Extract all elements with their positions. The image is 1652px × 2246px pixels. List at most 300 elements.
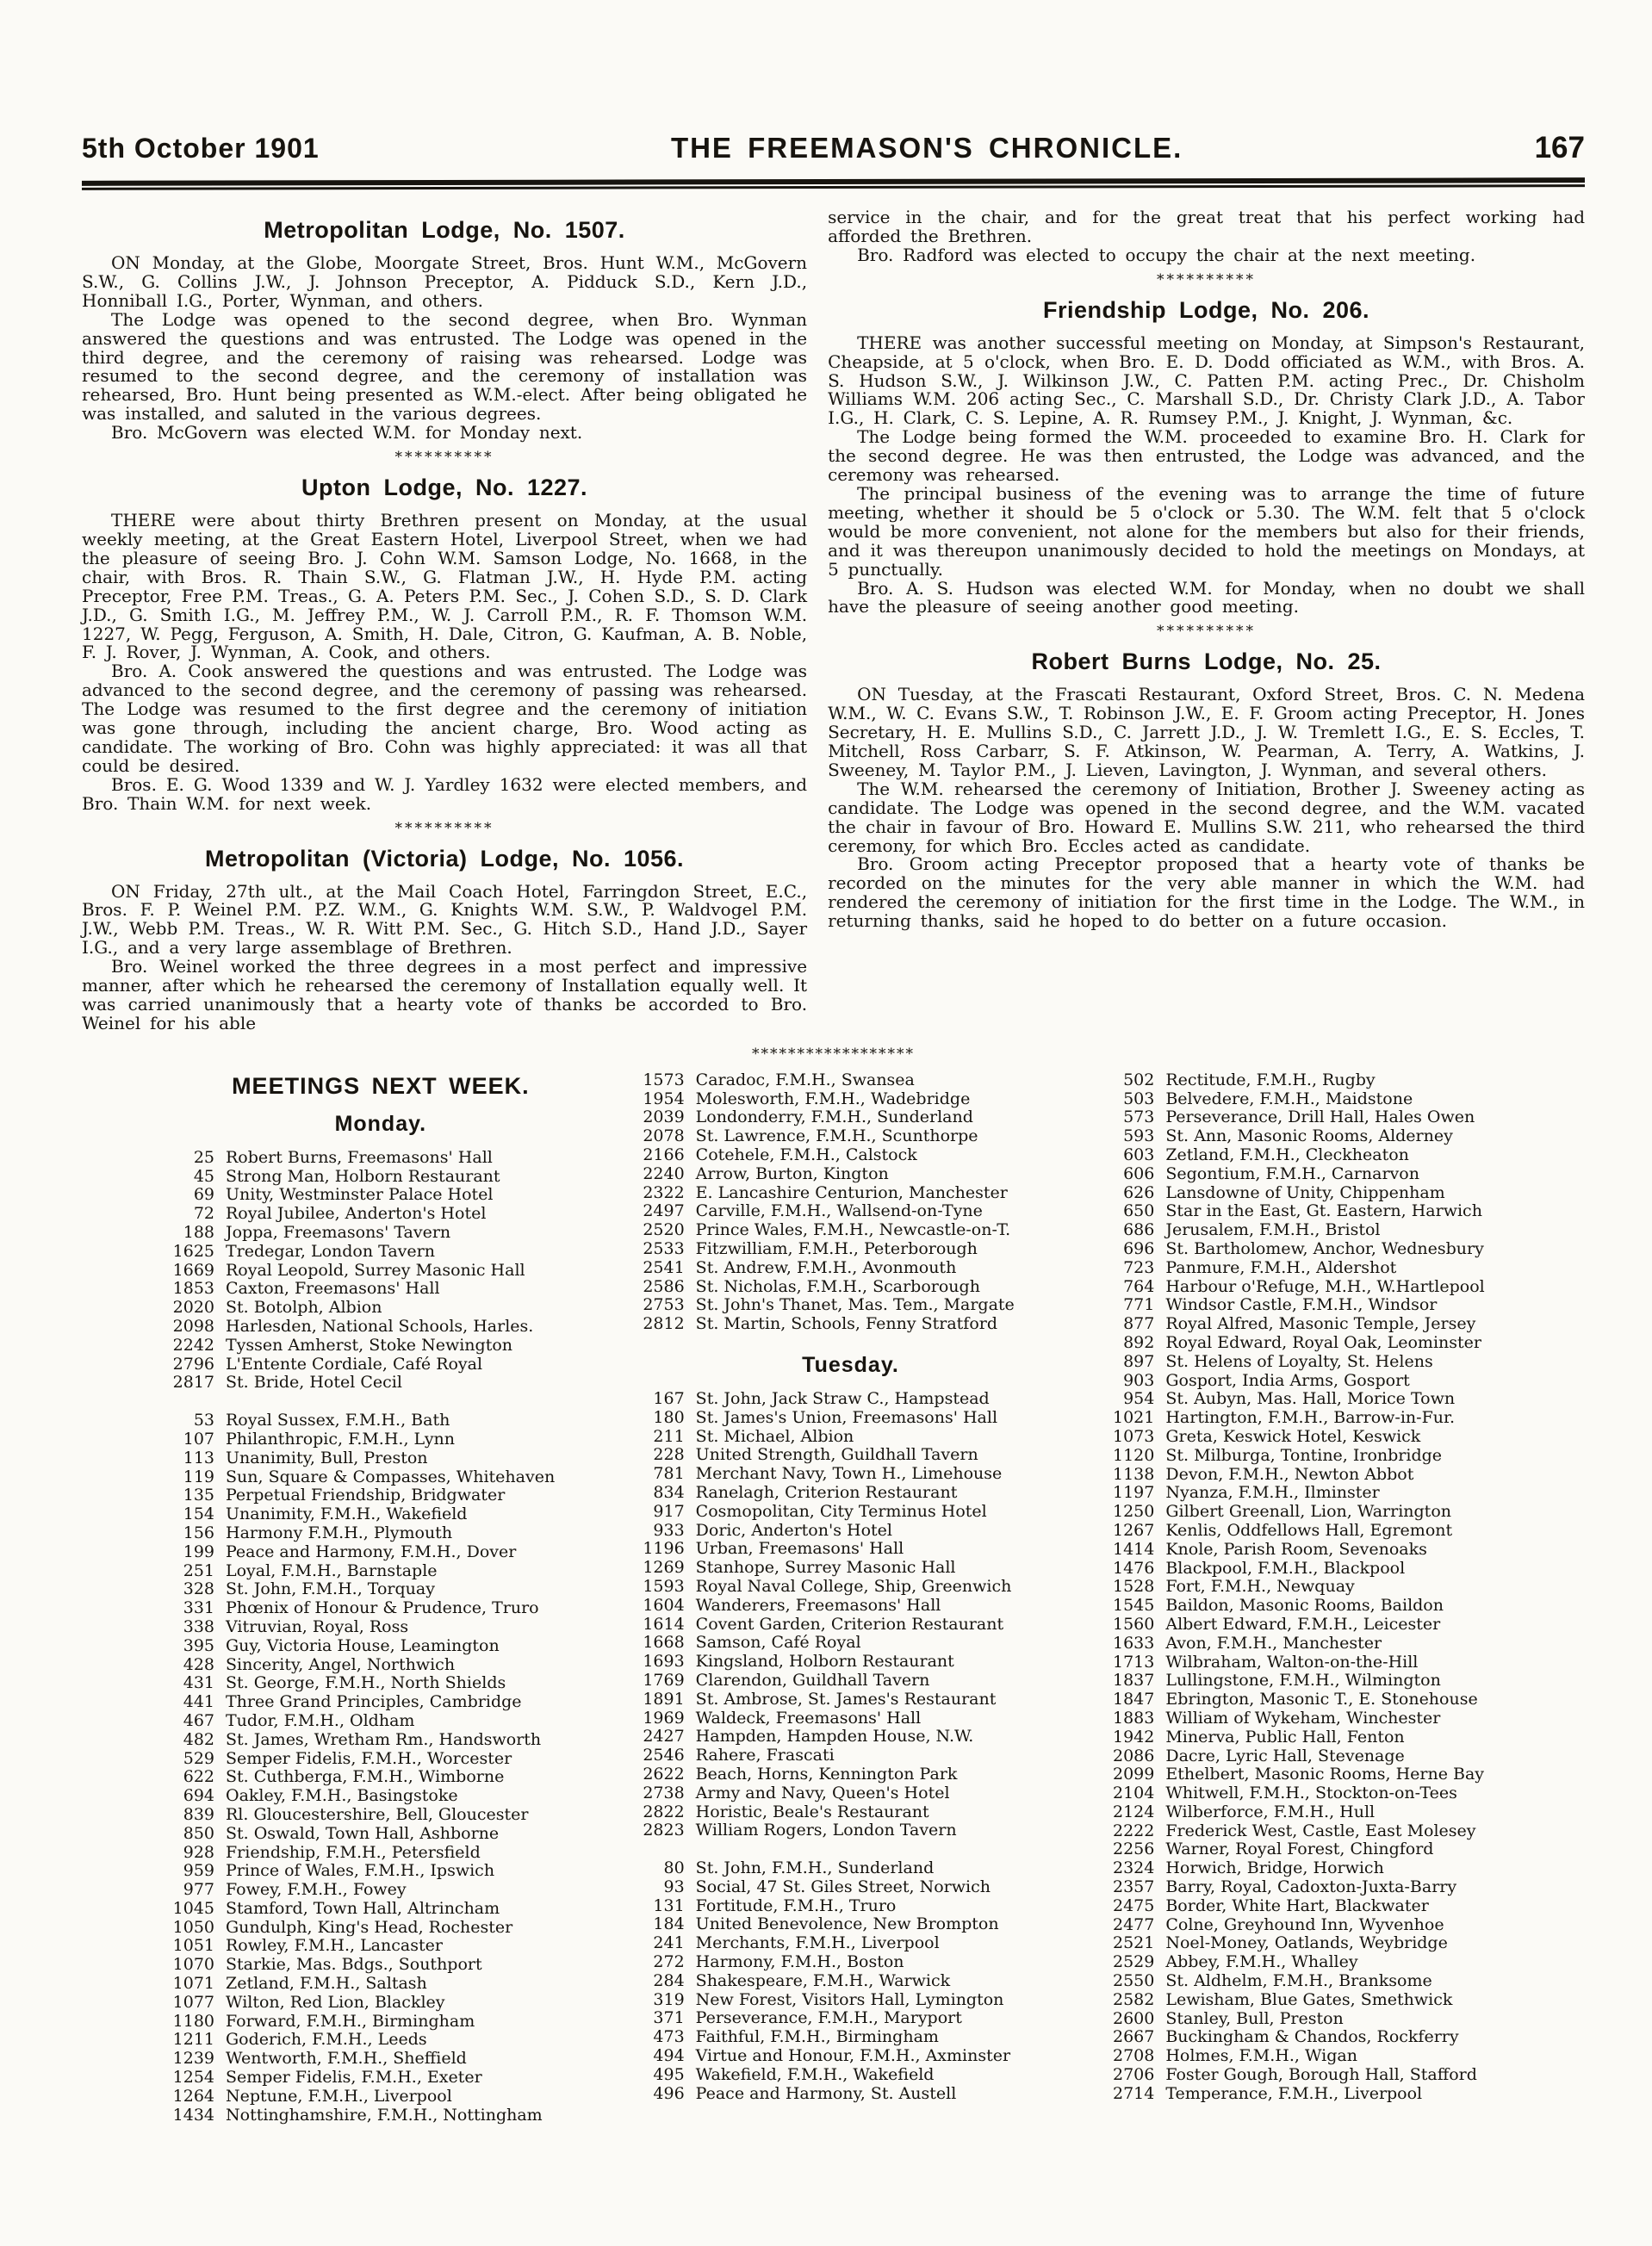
meeting-row xyxy=(158,1825,604,1844)
lodge-number: 2357 xyxy=(1112,1877,1155,1897)
lodge-name: Doric, Anderton's Hotel xyxy=(695,1520,892,1540)
lodge-number: 903 xyxy=(1123,1370,1155,1390)
lodge-name: St. George, F.M.H., North Shields xyxy=(226,1673,506,1693)
lodge-number: 188 xyxy=(183,1223,214,1242)
meeting-row xyxy=(1097,1315,1543,1334)
lodge-number: 131 xyxy=(653,1895,685,1915)
meeting-row xyxy=(628,1240,1074,1259)
meeting-row xyxy=(1097,1165,1543,1184)
meeting-row xyxy=(1097,1784,1543,1803)
meeting-row xyxy=(1097,1560,1543,1579)
meetings-column-2 xyxy=(628,1071,1074,2144)
lodge-name: Zetland, F.M.H., Saltash xyxy=(226,1974,427,1994)
meeting-row xyxy=(1097,1259,1543,1278)
meeting-row xyxy=(628,1691,1074,1709)
meeting-row xyxy=(628,1821,1074,1840)
meeting-row xyxy=(158,1844,604,1863)
lodge-name: Carville, F.M.H., Wallsend-on-Tyne xyxy=(695,1201,983,1221)
lodge-name: Baildon, Masonic Rooms, Baildon xyxy=(1165,1596,1444,1616)
meeting-row xyxy=(628,1221,1074,1240)
lodge-number: 1073 xyxy=(1112,1426,1155,1446)
lodge-number: 1593 xyxy=(643,1576,685,1596)
lodge-number: 2240 xyxy=(643,1163,685,1183)
monday-provincial-list-2 xyxy=(628,1071,1074,1334)
lodge-name: Warner, Royal Forest, Chingford xyxy=(1165,1840,1434,1859)
meeting-row xyxy=(1097,1202,1543,1221)
lodge-number: 2708 xyxy=(1112,2046,1155,2066)
lodge-name: Shakespeare, F.M.H., Warwick xyxy=(695,1970,951,1990)
lodge-number: 502 xyxy=(1123,1070,1155,1089)
article-separator: ********** xyxy=(394,819,494,837)
lodge-number: 606 xyxy=(1123,1163,1155,1183)
meeting-row xyxy=(158,1412,604,1430)
meetings-title: MEETINGS NEXT WEEK. xyxy=(232,1072,530,1099)
lodge-name: Whitwell, F.M.H., Stockton-on-Tees xyxy=(1165,1784,1457,1803)
lodge-number: 573 xyxy=(1123,1107,1155,1127)
meeting-row xyxy=(628,1071,1074,1090)
meeting-row xyxy=(1097,1709,1543,1728)
lodge-name: Royal Naval College, Ship, Greenwich xyxy=(695,1576,1012,1596)
lodge-name: St. Helens of Loyalty, St. Helens xyxy=(1165,1351,1433,1371)
meeting-row xyxy=(628,2085,1074,2104)
meeting-row xyxy=(1097,1127,1543,1146)
lodge-name: Royal Jubilee, Anderton's Hotel xyxy=(226,1204,487,1224)
lodge-number: 933 xyxy=(653,1520,685,1540)
lodge-number: 2706 xyxy=(1112,2065,1155,2085)
lodge-number: 2020 xyxy=(172,1298,214,1318)
lodge-number: 2586 xyxy=(643,1276,685,1296)
lodge-name: Royal Alfred, Masonic Temple, Jersey xyxy=(1165,1314,1476,1334)
issue-date: 5th October 1901 xyxy=(82,133,320,164)
lodge-name: Army and Navy, Queen's Hotel xyxy=(695,1783,950,1802)
meeting-row xyxy=(1097,2047,1543,2066)
lodge-name: Caxton, Freemasons' Hall xyxy=(226,1279,440,1299)
meeting-row xyxy=(158,1205,604,1224)
meeting-row xyxy=(628,1915,1074,1934)
lodge-number: 1969 xyxy=(643,1708,685,1728)
lodge-name: Royal Edward, Royal Oak, Leominster xyxy=(1165,1332,1481,1352)
meeting-row xyxy=(1097,1803,1543,1822)
article-paragraph: Bro. Groom acting Preceptor proposed that a hearty vote of thanks be recorded on the minutes for the very able manner in which the W.M. had rendered the ceremony of initiation for the first time in the Lodge. The W.M., in returning thanks, said he hoped to do better on a future occasion. xyxy=(828,853,1585,932)
article-paragraph: ON Monday, at the Globe, Moorgate Street, Bros. Hunt W.M., McGovern S.W., G. Collins J.W., J. Johnson Preceptor, A. Pidduck S.D., Kern J.D., Honniball I.G., Porter, Wynman, and others. xyxy=(82,252,808,311)
lodge-name: Arrow, Burton, Kington xyxy=(695,1163,889,1183)
meeting-row xyxy=(1097,1447,1543,1466)
meeting-row xyxy=(628,1278,1074,1297)
lodge-number: 2477 xyxy=(1112,1914,1155,1934)
lodge-name: Three Grand Principles, Cambridge xyxy=(226,1692,522,1712)
lodge-number: 135 xyxy=(183,1486,214,1505)
lodge-number: 495 xyxy=(653,2064,685,2084)
lodge-number: 650 xyxy=(1123,1201,1155,1221)
lodge-number: 251 xyxy=(183,1560,214,1580)
lodge-name: St. Oswald, Town Hall, Ashborne xyxy=(226,1823,500,1843)
meeting-row xyxy=(628,1296,1074,1315)
meeting-row xyxy=(1097,1578,1543,1597)
meeting-row xyxy=(158,1656,604,1675)
lodge-number: 1138 xyxy=(1112,1464,1155,1484)
monday-provincial-list-1 xyxy=(158,1412,604,2125)
lodge-name: St. Ambrose, St. James's Restaurant xyxy=(695,1689,997,1709)
article-paragraph: Bro. McGovern was elected W.M. for Monday next. xyxy=(111,422,583,444)
lodge-number: 25 xyxy=(193,1147,214,1167)
lodge-name: Segontium, F.M.H., Carnarvon xyxy=(1165,1163,1419,1183)
meeting-row xyxy=(1097,1353,1543,1372)
lodge-number: 917 xyxy=(653,1501,685,1521)
meeting-row xyxy=(158,1356,604,1374)
meeting-row xyxy=(628,1127,1074,1146)
meeting-row xyxy=(628,2066,1074,2085)
lodge-name: Unity, Westminster Palace Hotel xyxy=(226,1185,494,1205)
lodge-name: Wakefield, F.M.H., Wakefield xyxy=(695,2064,935,2084)
article-paragraph: ON Tuesday, at the Frascati Restaurant, Oxford Street, Bros. C. N. Medena W.M., W. C. Evans S.W., T. Robinson J.W., E. F. Groom acting Preceptor, H. Jones Secretary, H. E. Mullins S.D., C. Jarrett J.D., J. W. Tremlett I.G., E. S. Eccles, T. Mitchell, Ross Carbarr, S. F. Atkinson, W. Pearman, A. Terry, A. Watkins, J. Sweeney, M. Taylor P.M., J. Lieven, Lavington, J. Wynman, and several others. xyxy=(828,684,1585,780)
lodge-number: 1021 xyxy=(1112,1408,1155,1428)
lodge-name: Starkie, Mas. Bdgs., Southport xyxy=(226,1955,482,1975)
meeting-row xyxy=(628,1709,1074,1728)
lodge-name: Knole, Parish Room, Sevenoaks xyxy=(1165,1539,1427,1559)
meeting-row xyxy=(158,1881,604,1900)
lodge-name: St. James's Union, Freemasons' Hall xyxy=(695,1407,998,1427)
lodge-number: 319 xyxy=(653,1989,685,2009)
meetings-separator: ****************** xyxy=(752,1045,915,1063)
article-paragraph: THERE were about thirty Brethren present on Monday, at the usual weekly meeting, at the Great Eastern Hotel, Liverpool Street, when we had the pleasure of seeing Bro. J. Cohn W.M. Samson Lodge, No. 1668, in the chair, with Bros. R. Thain S.W., G. Flatman J.W., H. Hyde P.M. acting Preceptor, Free P.M. Treas., G. A. Peters P.M. Sec., J. Cohen S.D., S. D. Clark J.D., G. Smith I.G., M. Jeffrey P.M., W. J. Carroll P.M., R. F. Thomson W.M. 1227, W. Pegg, Ferguson, A. Smith, H. Dale, Citron, G. Kaufman, A. B. Noble, F. J. Rover, J. Wynman, A. Cook, and others. xyxy=(82,510,808,663)
meetings-column-3 xyxy=(1097,1071,1543,2144)
meeting-row xyxy=(158,1693,604,1712)
lodge-number: 2427 xyxy=(643,1727,685,1747)
lodge-number: 431 xyxy=(183,1673,214,1693)
lodge-name: Gundulph, King's Head, Rochester xyxy=(226,1917,513,1937)
lodge-number: 2582 xyxy=(1112,1989,1155,2009)
lodge-name: Gilbert Greenall, Lion, Warrington xyxy=(1165,1502,1451,1522)
meeting-row xyxy=(1097,1503,1543,1522)
lodge-name: St. Botolph, Albion xyxy=(226,1298,382,1318)
meeting-row xyxy=(1097,1522,1543,1541)
meeting-row xyxy=(158,1580,604,1599)
lodge-name: St. Bride, Hotel Cecil xyxy=(226,1373,402,1393)
meeting-row xyxy=(1097,1541,1543,1560)
lodge-name: St. Nicholas, F.M.H., Scarborough xyxy=(695,1276,980,1296)
meeting-row xyxy=(1097,1184,1543,1203)
lodge-number: 371 xyxy=(653,2008,685,2028)
lodge-name: Stamford, Town Hall, Altrincham xyxy=(226,1898,500,1918)
meeting-row xyxy=(628,2009,1074,2028)
lodge-number: 1045 xyxy=(172,1898,214,1918)
meeting-row xyxy=(1097,1466,1543,1485)
article-separator: ********** xyxy=(1157,270,1257,289)
lodge-name: St. Martin, Schools, Fenny Stratford xyxy=(695,1314,998,1334)
lodge-name: Gosport, India Arms, Gosport xyxy=(1165,1370,1410,1390)
article-title: Metropolitan (Victoria) Lodge, No. 1056. xyxy=(204,845,685,872)
lodge-number: 1180 xyxy=(172,2011,214,2031)
meeting-row xyxy=(628,1991,1074,2010)
meetings-column-1 xyxy=(158,1071,604,2144)
meeting-row xyxy=(1097,1747,1543,1766)
lodge-number: 1050 xyxy=(172,1917,214,1937)
lodge-name: St. Michael, Albion xyxy=(695,1426,854,1446)
lodge-number: 107 xyxy=(183,1429,214,1449)
meeting-row xyxy=(1097,1146,1543,1165)
lodge-number: 1239 xyxy=(172,2049,214,2069)
lodge-name: Virtue and Honour, F.M.H., Axminster xyxy=(695,2046,1011,2066)
lodge-number: 1847 xyxy=(1112,1690,1155,1709)
lodge-name: Blackpool, F.M.H., Blackpool xyxy=(1165,1558,1406,1578)
meeting-row xyxy=(158,2106,604,2125)
lodge-number: 2324 xyxy=(1112,1858,1155,1878)
publication-title: THE FREEMASON'S CHRONICLE. xyxy=(670,132,1183,164)
lodge-name: Ebrington, Masonic T., E. Stonehouse xyxy=(1165,1690,1478,1709)
lodge-number: 441 xyxy=(183,1692,214,1712)
meeting-row xyxy=(1097,1991,1543,2010)
lodge-number: 2738 xyxy=(643,1783,685,1802)
lodge-number: 2822 xyxy=(643,1802,685,1821)
lodge-number: 529 xyxy=(183,1748,214,1768)
lodge-number: 839 xyxy=(183,1804,214,1824)
meeting-row xyxy=(628,1578,1074,1597)
meeting-row xyxy=(158,1937,604,1956)
lodge-number: 2541 xyxy=(643,1257,685,1277)
articles-left-column xyxy=(82,208,807,1033)
lodge-number: 2667 xyxy=(1112,2027,1155,2047)
lodge-number: 1668 xyxy=(643,1633,685,1653)
lodge-name: Horistic, Beale's Restaurant xyxy=(695,1802,929,1821)
meeting-row xyxy=(628,1559,1074,1578)
meeting-row xyxy=(628,1484,1074,1503)
article-paragraph: service in the chair, and for the great treat that his perfect working had afforded the Brethren. xyxy=(828,207,1585,246)
lodge-number: 494 xyxy=(653,2046,685,2066)
meeting-row xyxy=(1097,1372,1543,1391)
lodge-number: 877 xyxy=(1123,1314,1155,1334)
lodge-number: 211 xyxy=(653,1426,685,1446)
lodge-name: Zetland, F.M.H., Cleckheaton xyxy=(1165,1145,1409,1164)
lodge-name: Londonderry, F.M.H., Sunderland xyxy=(695,1107,973,1127)
meeting-row xyxy=(158,1994,604,2013)
lodge-number: 1633 xyxy=(1112,1633,1155,1653)
meeting-row xyxy=(1097,2085,1543,2104)
lodge-name: St. Andrew, F.M.H., Avonmouth xyxy=(695,1257,957,1277)
lodge-number: 1625 xyxy=(172,1241,214,1261)
lodge-number: 1077 xyxy=(172,1992,214,2012)
article-title: Friendship Lodge, No. 206. xyxy=(1043,296,1370,323)
meeting-row xyxy=(158,1768,604,1787)
lodge-name: Royal Leopold, Surrey Masonic Hall xyxy=(226,1260,525,1280)
lodge-number: 180 xyxy=(653,1407,685,1427)
lodge-number: 2812 xyxy=(643,1314,685,1334)
lodge-number: 1254 xyxy=(172,2068,214,2088)
lodge-number: 272 xyxy=(653,1952,685,1972)
meetings-section xyxy=(82,1071,1585,2144)
meeting-row xyxy=(628,1540,1074,1559)
lodge-number: 2823 xyxy=(643,1821,685,1840)
lodge-name: Cosmopolitan, City Terminus Hotel xyxy=(695,1501,987,1521)
meeting-row xyxy=(628,1672,1074,1691)
lodge-number: 593 xyxy=(1123,1126,1155,1146)
meeting-row xyxy=(628,1634,1074,1653)
meeting-row xyxy=(1097,1653,1543,1672)
lodge-number: 2600 xyxy=(1112,2008,1155,2028)
meeting-row xyxy=(1097,1859,1543,1878)
lodge-number: 199 xyxy=(183,1542,214,1561)
meeting-row xyxy=(158,1468,604,1487)
article-paragraph: Bro. Radford was elected to occupy the chair at the next meeting. xyxy=(857,244,1476,265)
lodge-number: 1560 xyxy=(1112,1614,1155,1634)
lodge-name: St. Aldhelm, F.M.H., Branksome xyxy=(1165,1971,1432,1991)
lodge-name: Waldeck, Freemasons' Hall xyxy=(695,1708,922,1728)
meeting-row xyxy=(1097,1221,1543,1240)
lodge-number: 2242 xyxy=(172,1335,214,1355)
lodge-number: 2520 xyxy=(643,1220,685,1240)
lodge-number: 2475 xyxy=(1112,1895,1155,1915)
lodge-number: 2817 xyxy=(172,1373,214,1393)
lodge-name: L'Entente Cordiale, Café Royal xyxy=(226,1354,483,1374)
tuesday-london-list xyxy=(628,1390,1074,1840)
lodge-number: 1891 xyxy=(643,1689,685,1709)
lodge-number: 694 xyxy=(183,1786,214,1806)
meeting-row xyxy=(158,1900,604,1919)
lodge-name: St. John's Thanet, Mas. Tem., Margate xyxy=(695,1295,1015,1315)
lodge-number: 2086 xyxy=(1112,1746,1155,1765)
lodge-name: Hartington, F.M.H., Barrow-in-Fur. xyxy=(1165,1408,1456,1428)
lodge-name: Fowey, F.M.H., Fowey xyxy=(226,1880,407,1900)
lodge-name: St. Bartholomew, Anchor, Wednesbury xyxy=(1165,1238,1484,1258)
lodge-name: Fort, F.M.H., Newquay xyxy=(1165,1577,1355,1597)
lodge-number: 2753 xyxy=(643,1295,685,1315)
lodge-name: Neptune, F.M.H., Liverpool xyxy=(226,2086,452,2106)
meeting-row xyxy=(158,1956,604,1975)
meeting-row xyxy=(158,1919,604,1938)
meeting-row xyxy=(158,1262,604,1281)
lodge-name: Kenlis, Oddfellows Hall, Egremont xyxy=(1165,1520,1453,1540)
lodge-name: Abbey, F.M.H., Whalley xyxy=(1165,1952,1358,1972)
article-paragraph: The W.M. rehearsed the ceremony of Initiation, Brother J. Sweeney acting as candidate. The Lodge was opened in the second degree, and the W.M. vacated the chair in favour of Bro. Howard E. Mullins S.W. 211, who rehearsed the third ceremony, for which Bro. Eccles acted as candidate. xyxy=(828,778,1585,856)
lodge-name: Unanimity, F.M.H., Wakefield xyxy=(226,1505,468,1524)
lodge-number: 834 xyxy=(653,1482,685,1502)
meeting-row xyxy=(1097,1953,1543,1972)
meeting-row xyxy=(1097,1878,1543,1897)
lodge-name: New Forest, Visitors Hall, Lymington xyxy=(695,1989,1004,2009)
lodge-name: Harbour o'Refuge, M.H., W.Hartlepool xyxy=(1165,1276,1485,1296)
monday-london-list xyxy=(158,1149,604,1393)
article-paragraph: THERE was another successful meeting on Monday, at Simpson's Restaurant, Cheapside, at 5 o'clock, when Bro. E. D. Dodd officiated as W.M., with Bros. A. S. Hudson S.W., J. Wilkinson J.W., C. Patten P.M. acting Prec., Dr. Chisholm Williams W.M. 206 acting Sec., C. Marshall S.D., Dr. Christy Clark J.D., A. Tabor I.G., H. Clark, C. S. Lepine, A. R. Rumsey P.M., J. Knight, J. Wynman, &c. xyxy=(828,332,1585,429)
meeting-row xyxy=(1097,1916,1543,1935)
lodge-number: 1267 xyxy=(1112,1520,1155,1540)
lodge-number: 764 xyxy=(1123,1276,1155,1296)
lodge-name: Fortitude, F.M.H., Truro xyxy=(695,1895,897,1915)
meeting-row xyxy=(628,1090,1074,1109)
meeting-row xyxy=(158,2050,604,2069)
lodge-number: 167 xyxy=(653,1388,685,1408)
meeting-row xyxy=(158,1149,604,1168)
article-paragraph: ON Friday, 27th ult., at the Mail Coach Hotel, Farringdon Street, E.C., Bros. F. P. Weinel P.M. P.Z. W.M., G. Knights W.M. S.W., P. Waldvogel P.M. J.W., Webb P.M. Treas., W. R. Witt P.M. Sec., G. Hitch S.D., Hand J.D., Sayer I.G., and a very large assemblage of Brethren. xyxy=(82,880,808,959)
lodge-name: Urban, Freemasons' Hall xyxy=(695,1539,904,1559)
meeting-row xyxy=(158,2013,604,2032)
lodge-name: Oakley, F.M.H., Basingstoke xyxy=(226,1786,458,1806)
lodge-name: Jerusalem, F.M.H., Bristol xyxy=(1165,1220,1381,1240)
lodge-number: 696 xyxy=(1123,1238,1155,1258)
lodge-name: Loyal, F.M.H., Barnstaple xyxy=(226,1560,438,1580)
meeting-row xyxy=(158,2069,604,2088)
meeting-row xyxy=(1097,1409,1543,1428)
meeting-row xyxy=(628,1202,1074,1221)
meeting-row xyxy=(628,1934,1074,1953)
meeting-row xyxy=(158,1186,604,1205)
meeting-row xyxy=(1097,1108,1543,1127)
lodge-number: 1669 xyxy=(172,1260,214,1280)
lodge-name: Barry, Royal, Cadoxton-Juxta-Barry xyxy=(1165,1877,1457,1897)
meeting-row xyxy=(158,1618,604,1637)
lodge-name: Forward, F.M.H., Birmingham xyxy=(226,2011,475,2031)
lodge-name: Colne, Greyhound Inn, Wyvenhoe xyxy=(1165,1914,1444,1934)
article-paragraph: The Lodge being formed the W.M. proceeded to examine Bro. H. Clark for the second degree. He was then entrusted, the Lodge was advanced, and the ceremony was rehearsed. xyxy=(828,426,1585,486)
meeting-row xyxy=(158,1750,604,1769)
lodge-number: 328 xyxy=(183,1579,214,1599)
lodge-name: Wanderers, Freemasons' Hall xyxy=(695,1595,941,1615)
meeting-row xyxy=(1097,1278,1543,1297)
article-paragraph: Bro. A. S. Hudson was elected W.M. for Monday, when no doubt we shall have the pleasure of seeing another good meeting. xyxy=(828,577,1585,617)
lodge-number: 1196 xyxy=(643,1539,685,1559)
lodge-name: Caradoc, F.M.H., Swansea xyxy=(695,1070,915,1089)
meeting-row xyxy=(158,1862,604,1881)
lodge-name: Beach, Horns, Kennington Park xyxy=(695,1764,958,1784)
lodge-name: St. Ann, Masonic Rooms, Alderney xyxy=(1165,1126,1453,1146)
meeting-row xyxy=(158,1599,604,1618)
lodge-name: Belvedere, F.M.H., Maidstone xyxy=(1165,1089,1413,1108)
lodge-name: Samson, Café Royal xyxy=(695,1633,861,1653)
meeting-row xyxy=(158,1731,604,1750)
lodge-name: United Strength, Guildhall Tavern xyxy=(695,1445,978,1465)
lodge-number: 1604 xyxy=(643,1595,685,1615)
lodge-number: 1264 xyxy=(172,2086,214,2106)
lodge-name: St. John, Jack Straw C., Hampstead xyxy=(695,1388,990,1408)
meeting-row xyxy=(628,1259,1074,1278)
lodge-number: 331 xyxy=(183,1598,214,1618)
meeting-row xyxy=(158,1505,604,1524)
article-paragraph: Bros. E. G. Wood 1339 and W. J. Yardley 1632 were elected members, and Bro. Thain W.M. for next week. xyxy=(82,773,808,814)
meeting-row xyxy=(1097,1635,1543,1653)
lodge-name: Devon, F.M.H., Newton Abbot xyxy=(1165,1464,1414,1484)
meeting-row xyxy=(628,1428,1074,1447)
meeting-row xyxy=(628,1597,1074,1616)
lodge-number: 241 xyxy=(653,1933,685,1953)
article-title: Metropolitan Lodge, No. 1507. xyxy=(264,217,625,243)
lodge-name: Perseverance, F.M.H., Maryport xyxy=(695,2008,962,2028)
meeting-row xyxy=(628,1616,1074,1635)
lodge-name: Rowley, F.M.H., Lancaster xyxy=(226,1936,443,1956)
lodge-name: Merchant Navy, Town H., Limehouse xyxy=(695,1464,1003,1484)
lodge-number: 2622 xyxy=(643,1764,685,1784)
lodge-number: 2078 xyxy=(643,1126,685,1146)
lodge-name: Perseverance, Drill Hall, Hales Owen xyxy=(1165,1107,1475,1127)
lodge-number: 338 xyxy=(183,1616,214,1636)
lodge-name: Clarendon, Guildhall Tavern xyxy=(695,1670,930,1690)
page-number: 167 xyxy=(1534,131,1585,164)
lodge-number: 428 xyxy=(183,1654,214,1674)
lodge-name: Semper Fidelis, F.M.H., Exeter xyxy=(226,2068,482,2088)
lodge-name: Tyssen Amherst, Stoke Newington xyxy=(226,1335,513,1355)
lodge-number: 2322 xyxy=(643,1182,685,1202)
meeting-row xyxy=(158,1337,604,1356)
lodge-number: 1693 xyxy=(643,1652,685,1672)
lodge-number: 1120 xyxy=(1112,1445,1155,1465)
lodge-name: Perpetual Friendship, Bridgwater xyxy=(226,1486,506,1505)
lodge-name: Wentworth, F.M.H., Sheffield xyxy=(226,2049,467,2069)
meeting-row xyxy=(628,1897,1074,1916)
meeting-row xyxy=(158,1674,604,1693)
lodge-number: 897 xyxy=(1123,1351,1155,1371)
lodge-number: 686 xyxy=(1123,1220,1155,1240)
meeting-row xyxy=(158,1224,604,1243)
meeting-row xyxy=(158,1374,604,1393)
lodge-name: Minerva, Public Hall, Fenton xyxy=(1165,1727,1405,1747)
meeting-row xyxy=(158,1637,604,1656)
